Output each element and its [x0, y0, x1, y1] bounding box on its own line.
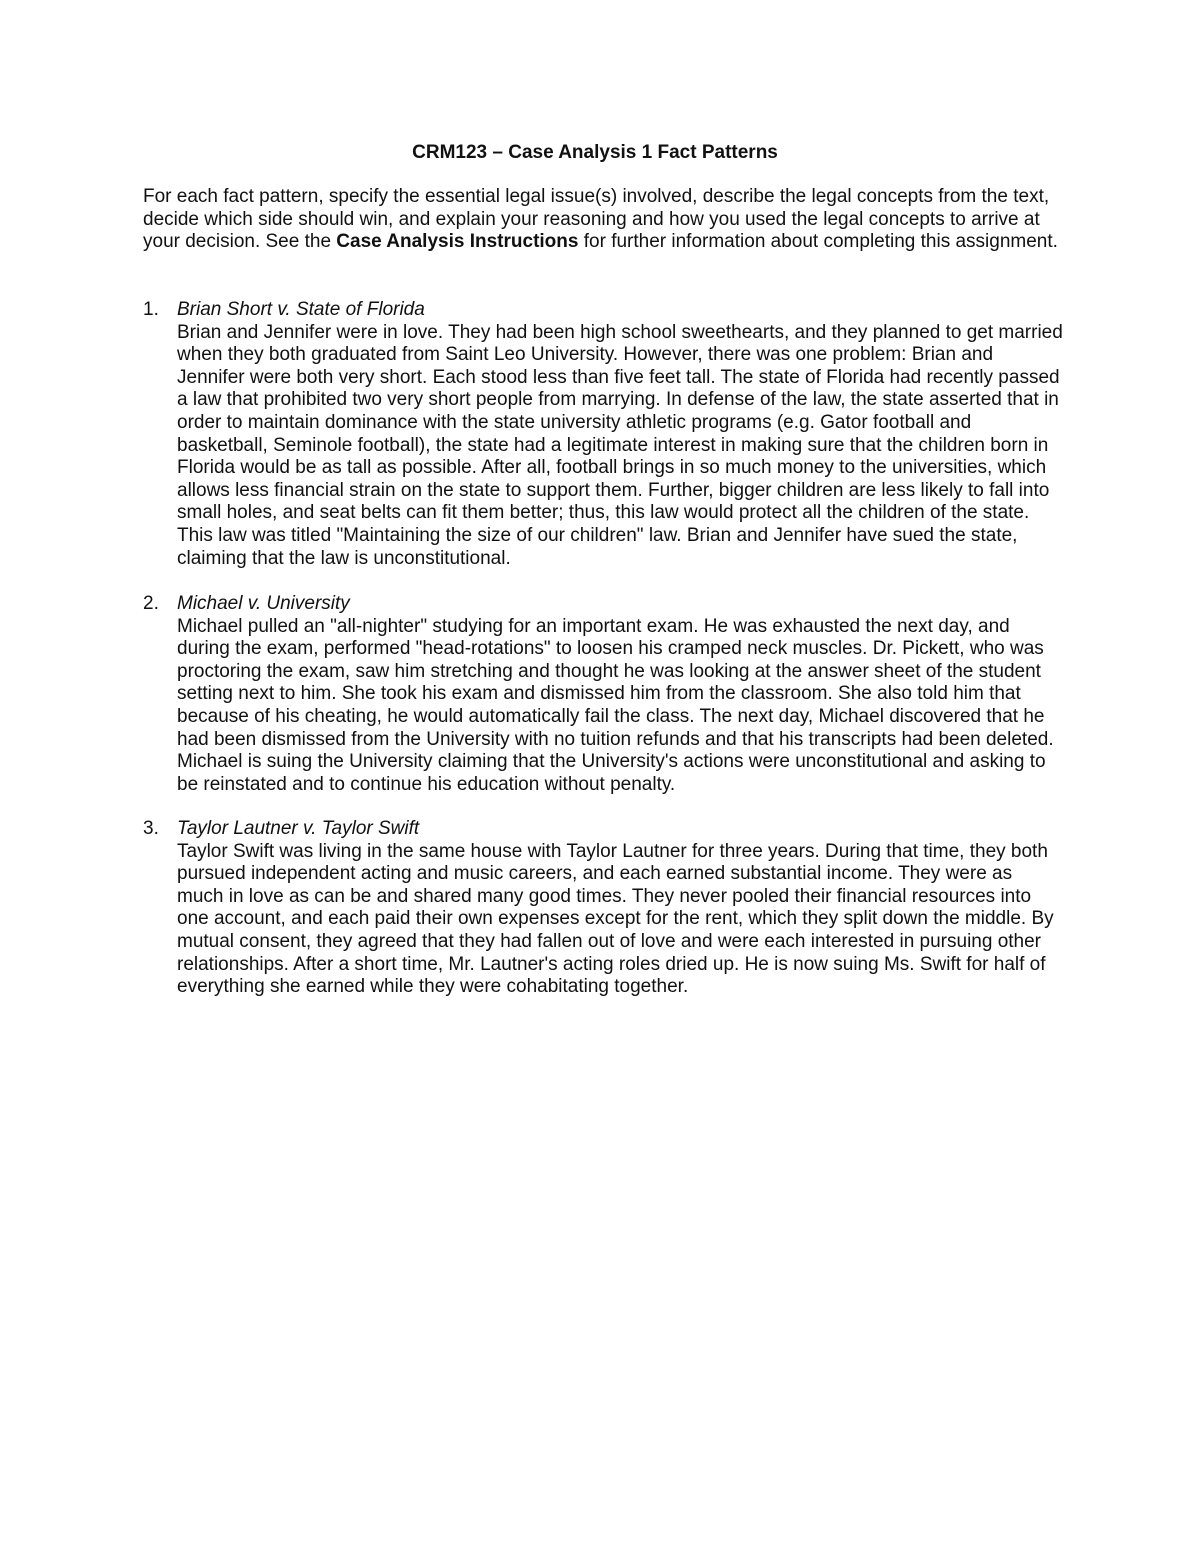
intro-text-after: for further information about completing this assignment.: [578, 231, 1058, 253]
case-facts: Taylor Swift was living in the same house with Taylor Lautner for three years. During that time, they both pursued independent acting and music careers, and each earned substantial income. They were as much in love as can be and shared many good times. They never pooled their financial resources into one account, and each paid their own expenses except for the rent, which they split down the middle. By mutual consent, they agreed that they had fallen out of love and were each interested in pursuing other relationships. After a short time, Mr. Lautner's acting roles dried up. He is now suing Ms. Swift for half of everything she earned while they were cohabitating together.: [177, 840, 1054, 998]
case-number: 2.: [143, 593, 159, 614]
case-facts: Michael pulled an "all-nighter" studying for an important exam. He was exhausted the next day, and during the exam, performed "head-rotations" to loosen his cramped neck muscles. Dr. Pickett, who was proctoring the exam, saw him stretching and thought he was looking at the answer sheet of the student setting next to him. She took his exam and dismissed him from the classroom. She also told him that because of his cheating, he would automatically fail the class. The next day, Michael discovered that he had been dismissed from the University with no tuition refunds and that his transcripts had been deleted. Michael is suing the University claiming that the University's actions were unconstitutional and asking to be reinstated and to continue his education without penalty.: [177, 615, 1054, 795]
case-name: Michael v. University: [177, 593, 350, 614]
case-body: [177, 818, 1063, 999]
case-facts: Brian and Jennifer were in love. They had been high school sweethearts, and they planned to get married when they both graduated from Saint Leo University. However, there was one problem: Brian and Jennifer were both very short. Each stood less than five feet tall. The state of Florida had recently passed a law that prohibited two very short people from marrying. In defense of the law, the state asserted that in order to maintain dominance with the state university athletic programs (e.g. Gator football and basketball, Seminole football), the state had a legitimate interest in making sure that the children born in Florida would be as tall as possible. After all, football brings in so much money to the universities, which allows less financial strain on the state to support them. Further, bigger children are less likely to fall into small holes, and seat belts can fit them better; thus, this law would protect all the children of the state. This law was titled "Maintaining the size of our children" law. Brian and Jennifer have sued the state, claiming that the law is unconstitutional.: [177, 321, 1063, 569]
document-title: CRM123 – Case Analysis 1 Fact Patterns: [412, 142, 778, 163]
case-item-3: [143, 818, 1063, 999]
intro-text-before: For each fact pattern, specify the essential legal issue(s) involved, describe the legal concepts from the text, decide which side should win, and explain your reasoning and how you used the legal concepts to arrive at your decision. See the: [143, 186, 1050, 253]
case-number: 3.: [143, 818, 159, 839]
case-name: Brian Short v. State of Florida: [177, 299, 425, 320]
intro-paragraph: [143, 186, 1063, 254]
intro-bold-instructions: Case Analysis Instructions: [336, 231, 579, 253]
case-body: [177, 593, 1063, 796]
case-item-1: [143, 299, 1063, 570]
case-number: 1.: [143, 299, 159, 320]
case-body: [177, 299, 1063, 570]
case-item-2: [143, 593, 1063, 796]
case-name: Taylor Lautner v. Taylor Swift: [177, 818, 420, 839]
